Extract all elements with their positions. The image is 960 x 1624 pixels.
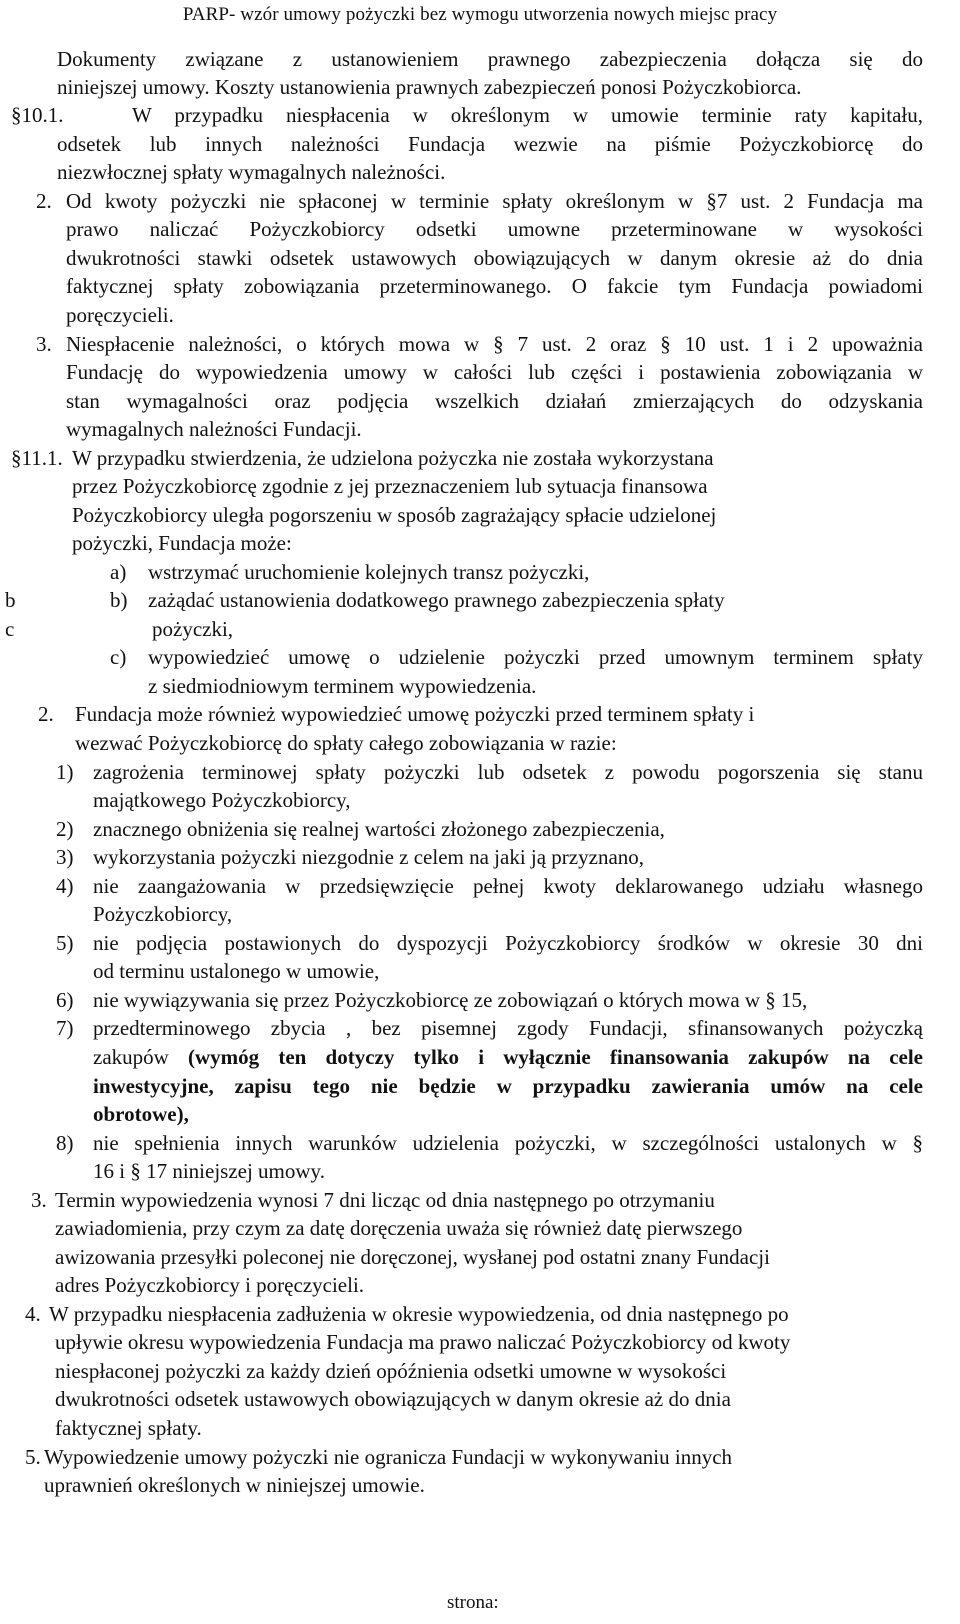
list-item-text: z siedmiodniowym terminem wypowiedzenia. bbox=[148, 674, 537, 698]
list-item-text: wypowiedzieć umowę o udzielenie pożyczki przed umownym terminem spłaty bbox=[148, 645, 923, 669]
bold-clause: inwestycyjne, zapisu tego nie będzie w przypadku zawierania umów na cele bbox=[93, 1074, 923, 1098]
paragraph-line: poręczycieli. bbox=[66, 303, 174, 327]
paragraph-line: Dokumenty związane z ustanowieniem prawnego zabezpieczenia dołącza się do bbox=[57, 47, 923, 71]
paragraph-line: Fundację do wypowiedzenia umowy w całości lub części i postawienia zobowiązania w bbox=[66, 360, 923, 384]
list-marker: 6) bbox=[56, 988, 74, 1012]
list-item-text: zagrożenia terminowej spłaty pożyczki lub odsetek z powodu pogorszenia się stanu bbox=[93, 760, 923, 784]
list-item-text: wstrzymać uruchomienie kolejnych transz pożyczki, bbox=[148, 560, 590, 584]
list-item-text: pożyczki, bbox=[152, 617, 234, 641]
list-item-text: wykorzystania pożyczki niezgodnie z celem na jaki ją przyznano, bbox=[93, 845, 645, 869]
paragraph-line: niniejszej umowy. Koszty ustanowienia prawnych zabezpieczeń ponosi Pożyczkobiorca. bbox=[57, 75, 802, 99]
list-item-text: nie wywiązywania się przez Pożyczkobiorcę ze zobowiązań o których mowa w § 15, bbox=[93, 988, 808, 1012]
paragraph-line: zawiadomienia, przy czym za datę doręczenia uważa się również datę pierwszego bbox=[55, 1216, 743, 1240]
paragraph-line: stan wymagalności oraz podjęcia wszelkich działań zmierzających do odzyskania bbox=[66, 389, 923, 413]
paragraph-line: Niespłacenie należności, o których mowa w § 7 ust. 2 oraz § 10 ust. 1 i 2 upoważnia bbox=[66, 332, 923, 356]
list-item-text: nie podjęcia postawionych do dyspozycji Pożyczkobiorcy środków w okresie 30 dni bbox=[93, 931, 923, 955]
paragraph-line: W przypadku niespłacenia w określonym w umowie terminie raty kapitału, bbox=[132, 103, 923, 127]
list-item-text: nie spełnienia innych warunków udzielenia pożyczki, w szczególności ustalonych w § bbox=[93, 1131, 923, 1155]
paragraph-line: dwukrotności stawki odsetek ustawowych obowiązujących w danym okresie aż do dnia bbox=[66, 246, 923, 270]
paragraph-line: adres Pożyczkobiorcy i poręczycieli. bbox=[55, 1273, 365, 1297]
list-item-text: znacznego obniżenia się realnej wartości złożonego zabezpieczenia, bbox=[93, 817, 665, 841]
paragraph-line: dwukrotności odsetek ustawowych obowiązujących w danym okresie aż do dnia bbox=[55, 1387, 731, 1411]
list-marker: 7) bbox=[56, 1016, 74, 1040]
list-marker: c) bbox=[110, 645, 127, 669]
list-item-text: nie zaangażowania w przedsięwzięcie pełnej kwoty deklarowanego udziału własnego bbox=[93, 874, 923, 898]
list-item-text: 16 i § 17 niniejszej umowy. bbox=[93, 1159, 325, 1183]
paragraph-line: awizowania przesyłki poleconej nie doręczonej, wysłanej pod ostatni znany Fundacji bbox=[55, 1245, 770, 1269]
section-number: §10.1. bbox=[11, 103, 64, 127]
page-header: PARP- wzór umowy pożyczki bez wymogu utworzenia nowych miejsc pracy bbox=[182, 4, 778, 25]
list-item-text: przedterminowego zbycia , bez pisemnej zgody Fundacji, sfinansowanych pożyczką bbox=[93, 1016, 923, 1040]
paragraph-line: wymagalnych należności Fundacji. bbox=[66, 417, 362, 441]
paragraph-line: wezwać Pożyczkobiorcę do spłaty całego zobowiązania w razie: bbox=[75, 731, 617, 755]
list-marker: a) bbox=[110, 560, 127, 584]
list-marker: 3) bbox=[56, 845, 74, 869]
margin-mark: b bbox=[5, 588, 16, 612]
paragraph-line: faktycznej spłaty zobowiązania przeterminowanego. O fakcie tym Fundacja powiadomi bbox=[66, 274, 923, 298]
item-number: 3. bbox=[31, 1188, 47, 1212]
item-number: 2. bbox=[36, 189, 52, 213]
paragraph-line: odsetek lub innych należności Fundacja wezwie na piśmie Pożyczkobiorcę do bbox=[57, 132, 923, 156]
list-marker: 1) bbox=[56, 760, 74, 784]
section-number: §11.1. bbox=[11, 446, 63, 470]
list-marker: 8) bbox=[56, 1131, 74, 1155]
paragraph-line: W przypadku stwierdzenia, że udzielona pożyczka nie została wykorzystana bbox=[72, 446, 714, 470]
bold-clause: obrotowe), bbox=[93, 1102, 189, 1126]
paragraph-line: Termin wypowiedzenia wynosi 7 dni licząc od dnia następnego po otrzymaniu bbox=[55, 1188, 715, 1212]
paragraph-line: W przypadku niespłacenia zadłużenia w okresie wypowiedzenia, od dnia następnego po bbox=[49, 1302, 789, 1326]
item-number: 4. bbox=[25, 1302, 41, 1326]
paragraph-line: Wypowiedzenie umowy pożyczki nie ogranicza Fundacji w wykonywaniu innych bbox=[44, 1445, 733, 1469]
list-marker: 2) bbox=[56, 817, 74, 841]
list-item-text-plain: zakupów bbox=[93, 1045, 169, 1069]
paragraph-line: Fundacja może również wypowiedzieć umowę pożyczki przed terminem spłaty i bbox=[75, 702, 755, 726]
paragraph-line: Pożyczkobiorcy uległa pogorszeniu w sposób zagrażający spłacie udzielonej bbox=[72, 503, 717, 527]
item-number: 2. bbox=[38, 702, 54, 726]
paragraph-line: Od kwoty pożyczki nie spłaconej w terminie spłaty określonym w §7 ust. 2 Fundacja ma bbox=[66, 189, 923, 213]
paragraph-line: niespłaconej pożyczki za każdy dzień opóźnienia odsetki umowne w wysokości bbox=[55, 1359, 727, 1383]
list-item-text: Pożyczkobiorcy, bbox=[93, 902, 233, 926]
paragraph-line: prawo naliczać Pożyczkobiorcy odsetki umowne przeterminowane w wysokości bbox=[66, 217, 923, 241]
paragraph-line: uprawnień określonych w niniejszej umowie. bbox=[44, 1473, 425, 1497]
paragraph-line: niezwłocznej spłaty wymagalnych należności. bbox=[57, 160, 446, 184]
margin-mark: c bbox=[5, 617, 15, 641]
list-item-text bbox=[93, 1043, 923, 1071]
list-marker: 5) bbox=[56, 931, 74, 955]
page-footer: strona: bbox=[447, 1592, 499, 1613]
item-number: 5. bbox=[25, 1445, 41, 1469]
list-marker: 4) bbox=[56, 874, 74, 898]
list-item-text: majątkowego Pożyczkobiorcy, bbox=[93, 788, 351, 812]
list-item-text: od terminu ustalonego w umowie, bbox=[93, 959, 380, 983]
paragraph-line: pożyczki, Fundacja może: bbox=[72, 531, 292, 555]
paragraph-line: upływie okresu wypowiedzenia Fundacja ma prawo naliczać Pożyczkobiorcy od kwoty bbox=[55, 1330, 791, 1354]
paragraph-line: faktycznej spłaty. bbox=[55, 1416, 202, 1440]
list-marker: b) bbox=[110, 588, 128, 612]
bold-clause: (wymóg ten dotyczy tylko i wyłącznie finansowania zakupów na cele bbox=[188, 1045, 923, 1069]
item-number: 3. bbox=[36, 332, 52, 356]
paragraph-line: przez Pożyczkobiorcę zgodnie z jej przeznaczeniem lub sytuacja finansowa bbox=[72, 474, 708, 498]
list-item-text: zażądać ustanowienia dodatkowego prawnego zabezpieczenia spłaty bbox=[148, 588, 725, 612]
